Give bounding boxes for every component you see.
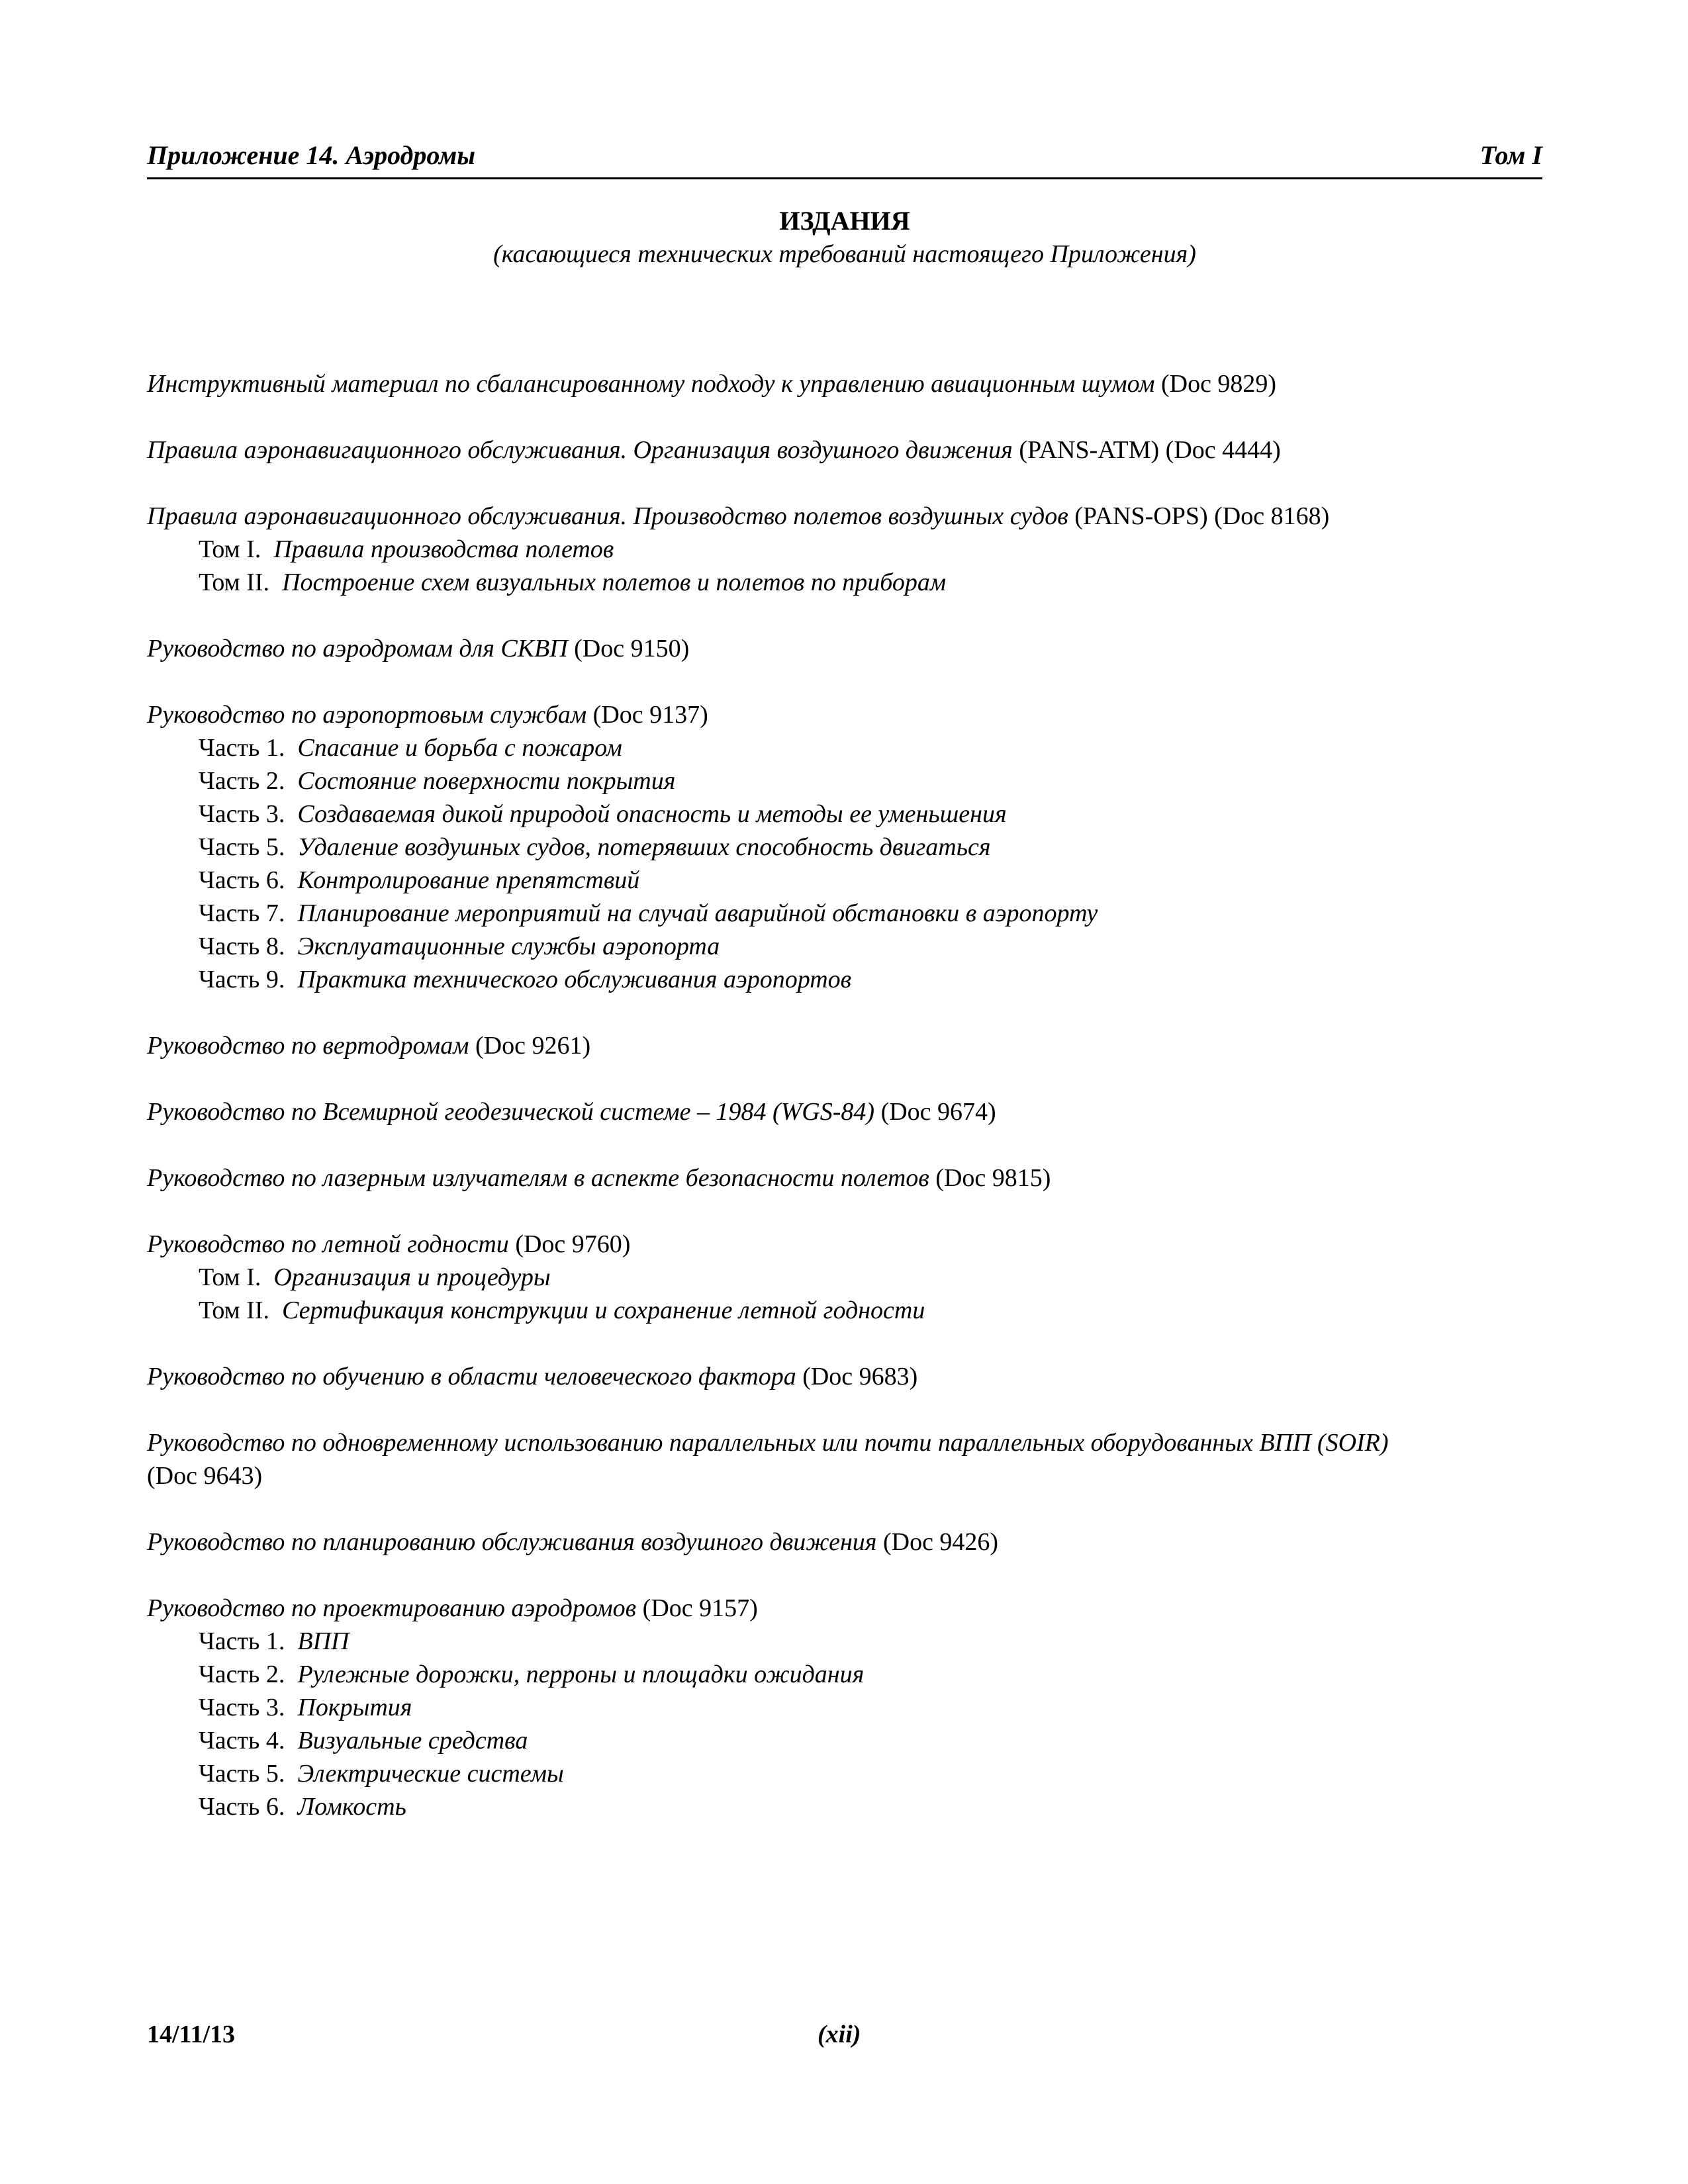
publication-title-line bbox=[147, 500, 1542, 533]
publication-part bbox=[147, 831, 1542, 864]
part-title: Построение схем визуальных полетов и полетов по приборам bbox=[282, 569, 947, 596]
publication-entry bbox=[147, 1525, 1542, 1559]
publication-entry bbox=[147, 1426, 1542, 1492]
publication-title-line bbox=[147, 632, 1542, 665]
publication-title-line bbox=[147, 1459, 1542, 1492]
publication-part bbox=[147, 1261, 1542, 1294]
publication-title-line bbox=[147, 1592, 1542, 1625]
part-label: Часть 8. bbox=[199, 933, 285, 960]
publication-title-line bbox=[147, 1360, 1542, 1393]
publication-part bbox=[147, 1658, 1542, 1691]
publication-entry bbox=[147, 1228, 1542, 1327]
section-title: ИЗДАНИЯ bbox=[779, 206, 910, 236]
publication-title-line bbox=[147, 1161, 1542, 1195]
part-title: Правила производства полетов bbox=[273, 535, 614, 563]
publication-doc-number: (Doc 9426) bbox=[882, 1528, 999, 1556]
publication-title-line bbox=[147, 1228, 1542, 1261]
publication-title: Руководство по Всемирной геодезической системе – 1984 (WGS-84) bbox=[147, 1098, 875, 1126]
publication-title: Руководство по проектированию аэродромов bbox=[147, 1594, 637, 1622]
part-title: Ломкость bbox=[297, 1793, 406, 1821]
publication-title: Руководство по обучению в области человеческого фактора bbox=[147, 1363, 796, 1390]
publication-part bbox=[147, 764, 1542, 797]
part-title: Электрические системы bbox=[297, 1760, 564, 1788]
part-label: Часть 3. bbox=[199, 800, 285, 828]
part-title: Сертификация конструкции и сохранение летной годности bbox=[282, 1297, 925, 1324]
publication-doc-number: (Doc 9683) bbox=[802, 1363, 918, 1390]
publication-part bbox=[147, 897, 1542, 930]
part-label: Часть 4. bbox=[199, 1727, 285, 1754]
publication-title: Руководство по аэродромам для СКВП bbox=[147, 635, 568, 662]
part-label: Часть 6. bbox=[199, 866, 285, 894]
publication-title-line bbox=[147, 433, 1542, 467]
part-title: Состояние поверхности покрытия bbox=[297, 767, 676, 795]
publication-title: Правила аэронавигационного обслуживания. Организация воздушного движения bbox=[147, 436, 1013, 464]
part-label: Часть 9. bbox=[199, 966, 285, 993]
part-title: Создаваемая дикой природой опасность и методы ее уменьшения bbox=[297, 800, 1007, 828]
publication-title: Правила аэронавигационного обслуживания. Производство полетов воздушных судов bbox=[147, 502, 1068, 530]
page-number: (xii) bbox=[818, 2021, 861, 2048]
publication-part bbox=[147, 1294, 1542, 1327]
publication-title: Руководство по планированию обслуживания воздушного движения bbox=[147, 1528, 877, 1556]
publication-part bbox=[147, 864, 1542, 897]
part-label: Часть 5. bbox=[199, 1760, 285, 1788]
section-subtitle: (касающиеся технических требований настоящего Приложения) bbox=[493, 240, 1196, 268]
publication-entry bbox=[147, 1592, 1542, 1823]
part-label: Часть 2. bbox=[199, 767, 285, 795]
publication-part bbox=[147, 1625, 1542, 1658]
publication-entry bbox=[147, 632, 1542, 665]
publication-title: Руководство по вертодромам bbox=[147, 1032, 469, 1060]
part-label: Часть 1. bbox=[199, 1627, 285, 1655]
publication-title: Руководство по аэропортовым службам bbox=[147, 701, 587, 729]
part-title: Удаление воздушных судов, потерявших способность двигаться bbox=[297, 833, 991, 861]
publication-doc-number: (Doc 9829) bbox=[1160, 370, 1277, 398]
publication-part bbox=[147, 797, 1542, 831]
part-title: Рулежные дорожки, перроны и площадки ожидания bbox=[297, 1661, 865, 1688]
publication-doc-number: (Doc 9815) bbox=[935, 1164, 1051, 1192]
publication-part bbox=[147, 1790, 1542, 1823]
part-title: Организация и процедуры bbox=[273, 1263, 551, 1291]
publication-part bbox=[147, 731, 1542, 764]
publication-title: Руководство по лазерным излучателям в аспекте безопасности полетов bbox=[147, 1164, 929, 1192]
publications-list bbox=[147, 367, 1542, 1856]
publication-entry bbox=[147, 433, 1542, 467]
part-label: Часть 5. bbox=[199, 833, 285, 861]
publication-part bbox=[147, 1691, 1542, 1724]
publication-title-line bbox=[147, 1525, 1542, 1559]
publication-entry bbox=[147, 367, 1542, 400]
publication-doc-number: (PANS-OPS) (Doc 8168) bbox=[1074, 502, 1330, 530]
part-label: Том I. bbox=[199, 535, 261, 563]
part-label: Том II. bbox=[199, 1297, 269, 1324]
header-title: Приложение 14. Аэродромы bbox=[147, 140, 476, 170]
publication-entry bbox=[147, 1029, 1542, 1062]
publication-entry bbox=[147, 698, 1542, 996]
publication-doc-number: (Doc 9643) bbox=[147, 1462, 263, 1490]
part-label: Часть 6. bbox=[199, 1793, 285, 1821]
publication-title-line bbox=[147, 698, 1542, 731]
publication-title-line bbox=[147, 1029, 1542, 1062]
part-label: Часть 2. bbox=[199, 1661, 285, 1688]
header-volume: Том I bbox=[1479, 140, 1542, 170]
publication-doc-number: (Doc 9137) bbox=[592, 701, 708, 729]
part-label: Том I. bbox=[199, 1263, 261, 1291]
publication-doc-number: (Doc 9760) bbox=[515, 1230, 631, 1258]
publication-part bbox=[147, 533, 1542, 566]
publication-title-line bbox=[147, 1095, 1542, 1128]
publication-part bbox=[147, 1724, 1542, 1757]
publication-title: Руководство по одновременному использованию параллельных или почти параллельных оборудованных ВПП (SOIR) bbox=[147, 1429, 1389, 1457]
publication-entry bbox=[147, 1360, 1542, 1393]
publication-entry bbox=[147, 500, 1542, 599]
part-title: Контролирование препятствий bbox=[297, 866, 640, 894]
publication-part bbox=[147, 930, 1542, 963]
part-title: Спасание и борьба с пожаром bbox=[297, 734, 622, 762]
part-title: Практика технического обслуживания аэропортов bbox=[297, 966, 852, 993]
publication-doc-number: (Doc 9674) bbox=[880, 1098, 996, 1126]
part-label: Том II. bbox=[199, 569, 269, 596]
publication-title: Инструктивный материал по сбалансированному подходу к управлению авиационным шумом bbox=[147, 370, 1155, 398]
publication-title-line bbox=[147, 367, 1542, 400]
part-title: Планирование мероприятий на случай аварийной обстановки в аэропорту bbox=[297, 899, 1098, 927]
publication-title: Руководство по летной годности bbox=[147, 1230, 509, 1258]
publication-doc-number: (Doc 9150) bbox=[574, 635, 690, 662]
publication-doc-number: (Doc 9157) bbox=[642, 1594, 758, 1622]
publication-part bbox=[147, 963, 1542, 996]
part-title: Визуальные средства bbox=[297, 1727, 528, 1754]
publication-entry bbox=[147, 1161, 1542, 1195]
part-title: ВПП bbox=[297, 1627, 350, 1655]
publication-title-line bbox=[147, 1426, 1542, 1459]
part-label: Часть 7. bbox=[199, 899, 285, 927]
publication-doc-number: (Doc 9261) bbox=[475, 1032, 591, 1060]
publication-part bbox=[147, 566, 1542, 599]
part-label: Часть 1. bbox=[199, 734, 285, 762]
publication-entry bbox=[147, 1095, 1542, 1128]
part-title: Эксплуатационные службы аэропорта bbox=[297, 933, 720, 960]
page-header bbox=[147, 130, 1542, 179]
footer-date: 14/11/13 bbox=[147, 2021, 236, 2048]
publication-doc-number: (PANS-ATM) (Doc 4444) bbox=[1019, 436, 1281, 464]
part-title: Покрытия bbox=[297, 1694, 412, 1721]
publication-part bbox=[147, 1757, 1542, 1790]
part-label: Часть 3. bbox=[199, 1694, 285, 1721]
